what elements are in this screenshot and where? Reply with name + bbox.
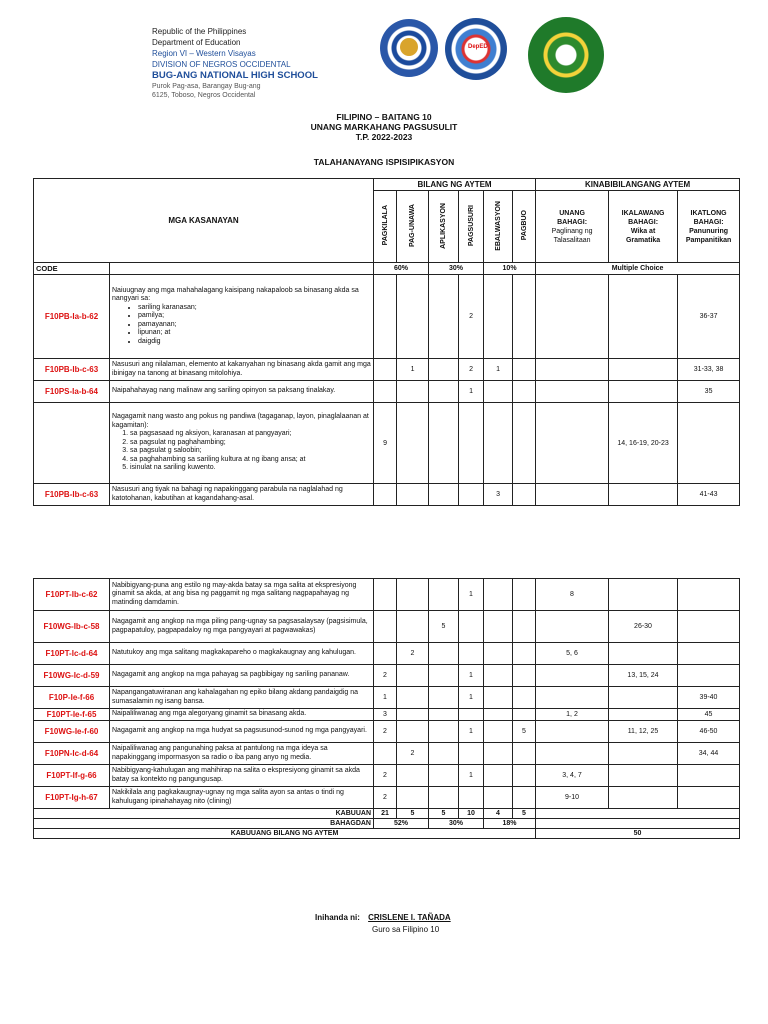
item-numbers: 36-37 xyxy=(678,275,740,359)
item-numbers: 45 xyxy=(678,709,740,721)
item-numbers: 34, 44 xyxy=(678,743,740,765)
skill-description: Nasusuri ang nilalaman, elemento at kakanyahan ng binasang akda gamit ang mga ibinigay na tanong at binasang mitolohiya. xyxy=(110,359,374,381)
skill-code: F10PT-Ig-h-67 xyxy=(34,787,110,809)
table-row xyxy=(34,611,740,643)
count-cell: 9 xyxy=(374,403,397,484)
count-cell: 3 xyxy=(484,484,513,506)
count-cell: 1 xyxy=(459,381,484,403)
count-cell xyxy=(484,611,513,643)
division-seal-logo: DepED xyxy=(445,18,507,80)
item-numbers: 3, 4, 7 xyxy=(536,765,609,787)
skill-description: Nabibigyang-puna ang estilo ng may-akda batay sa mga salita at ekspresiyong ginamit sa akda, at ang bisa ng paggamit ng mga salitang nagpapahayag ng matinding damdamin. xyxy=(110,579,374,611)
table-row xyxy=(34,709,740,721)
skill-code: F10PT-Ie-f-65 xyxy=(34,709,110,721)
percent-cell: 30% xyxy=(429,819,484,829)
count-cell xyxy=(513,579,536,611)
table-row xyxy=(34,484,740,506)
skill-description: Napangangatuwiranan ang kahalagahan ng epiko bilang akdang pandaigdig na sumasalamin ng isang bansa. xyxy=(110,687,374,709)
count-cell: 2 xyxy=(397,643,429,665)
skill-description: Naipaliliwanag ang mga alegoryang ginamit sa binasang akda. xyxy=(110,709,374,721)
table-title: TALAHANAYANG ISPISIPIKASYON xyxy=(313,157,455,167)
item-numbers xyxy=(609,765,678,787)
deped-text: Department of Education xyxy=(152,38,241,47)
skill-code: F10PT-Ib-c-62 xyxy=(34,579,110,611)
table-row xyxy=(34,275,740,359)
count-cell xyxy=(513,643,536,665)
item-numbers xyxy=(678,665,740,687)
count-cell xyxy=(484,721,513,743)
col-aplikasyon: APLIKASYON xyxy=(429,191,459,263)
count-cell: 1 xyxy=(459,721,484,743)
col-pagsusuri: PAGSUSURI xyxy=(459,191,484,263)
count-cell xyxy=(459,787,484,809)
prepared-label: Inihanda ni: xyxy=(315,913,360,922)
count-cell xyxy=(374,611,397,643)
count-cell xyxy=(484,743,513,765)
skill-code: F10WG-Ic-d-59 xyxy=(34,665,110,687)
item-numbers xyxy=(609,709,678,721)
count-cell xyxy=(484,665,513,687)
item-numbers: 26-30 xyxy=(609,611,678,643)
kabuuan-label: KABUUAN xyxy=(34,809,374,819)
count-cell xyxy=(513,665,536,687)
count-cell xyxy=(459,643,484,665)
republic-text: Republic of the Philippines xyxy=(152,27,247,36)
item-numbers xyxy=(678,765,740,787)
item-numbers: 41-43 xyxy=(678,484,740,506)
count-cell xyxy=(374,743,397,765)
address-line-2: 6125, Toboso, Negros Occidental xyxy=(152,92,256,99)
table-row xyxy=(34,381,740,403)
skill-code: F10PT-Ic-d-64 xyxy=(34,643,110,665)
count-cell xyxy=(459,611,484,643)
grand-total-row xyxy=(34,829,740,839)
skill-code: F10PS-Ia-b-64 xyxy=(34,381,110,403)
count-cell: 2 xyxy=(459,359,484,381)
deped-seal-logo xyxy=(380,19,438,77)
count-cell xyxy=(429,687,459,709)
col-pagbuo: PAGBUO xyxy=(513,191,536,263)
pct-60: 60% xyxy=(374,263,429,275)
count-cell xyxy=(429,709,459,721)
skill-description: Nasusuri ang tiyak na bahagi ng napakinggang parabula na naglalahad ng katotohanan, kabutihan at kagandahang-asal. xyxy=(110,484,374,506)
skill-description: Naiuugnay ang mga mahahalagang kaisipang nakapaloob sa binasang akda sa nangyari sa: • sariling karanasan; • pamilya; • pamayanan; • lipunan; at • daigdig xyxy=(110,275,374,359)
item-numbers: 11, 12, 25 xyxy=(609,721,678,743)
address-line-1: Purok Pag-asa, Barangay Bug-ang xyxy=(152,83,261,90)
item-numbers xyxy=(536,665,609,687)
spec-table-1 xyxy=(33,178,740,506)
school-year: T.P. 2022-2023 xyxy=(355,132,413,142)
item-numbers: 13, 15, 24 xyxy=(609,665,678,687)
school-name: BUG-ANG NATIONAL HIGH SCHOOL xyxy=(152,70,318,81)
count-cell: 1 xyxy=(374,687,397,709)
count-cell xyxy=(397,709,429,721)
prepared-by xyxy=(315,913,451,922)
count-cell xyxy=(397,579,429,611)
exam-title: UNANG MARKAHANG PAGSUSULIT xyxy=(310,122,458,132)
table-row xyxy=(34,787,740,809)
count-cell: 1 xyxy=(484,359,513,381)
count-cell xyxy=(484,787,513,809)
total-cell: 21 xyxy=(374,809,397,819)
item-numbers xyxy=(609,743,678,765)
col-ikalawang-bahagi: IKALAWANG BAHAGI: Wika at Gramatika xyxy=(609,191,678,263)
total-cell: 5 xyxy=(429,809,459,819)
count-cell xyxy=(484,643,513,665)
count-cell: 2 xyxy=(374,765,397,787)
count-cell xyxy=(429,743,459,765)
item-placement-header: KINABIBILANGANG AYTEM xyxy=(536,179,740,191)
skill-description: Nagagamit ang angkop na mga piling pang-ugnay sa pagsasalaysay (pagsisimula, pagpapatuloy, pagpapadaloy ng mga pangyayari at pagwawakas) xyxy=(110,611,374,643)
letterhead xyxy=(152,26,318,100)
item-numbers xyxy=(678,643,740,665)
count-cell xyxy=(397,765,429,787)
count-cell xyxy=(397,687,429,709)
skill-code: F10WG-Ie-f-60 xyxy=(34,721,110,743)
count-cell xyxy=(429,579,459,611)
skill-description: Nabibigyang-kahulugan ang mahihirap na salita o ekspresiyong ginamit sa akda batay sa kontekto ng pangungusap. xyxy=(110,765,374,787)
percent-cell: 52% xyxy=(374,819,429,829)
skill-description: Nagagamit nang wasto ang pokus ng pandiwa (tagaganap, layon, pinaglalaanan at kagamitan): 1. sa pagsasaad ng aksiyon, karanasan at pangyayari; 2. sa pagsulat ng paghahambing; 3. sa pagsulat g saloobin; 4. sa paghahambing sa sariling kultura at ng ibang ansa; at 5. isinulat na sariling kuwento. xyxy=(110,403,374,484)
count-cell: 3 xyxy=(374,709,397,721)
count-cell xyxy=(374,579,397,611)
item-numbers: 46-50 xyxy=(678,721,740,743)
skill-description: Naipahahayag nang malinaw ang sariling opinyon sa paksang tinalakay. xyxy=(110,381,374,403)
table-row xyxy=(34,743,740,765)
item-numbers xyxy=(678,787,740,809)
count-cell xyxy=(484,709,513,721)
skill-code: F10WG-Ib-c-58 xyxy=(34,611,110,643)
table-row xyxy=(34,359,740,381)
total-cell: 5 xyxy=(513,809,536,819)
total-items-label: KABUUANG BILANG NG AYTEM xyxy=(34,829,536,839)
item-numbers: 8 xyxy=(536,579,609,611)
document-titles xyxy=(0,112,768,142)
count-cell xyxy=(513,765,536,787)
table-row xyxy=(34,687,740,709)
pct-10: 10% xyxy=(484,263,536,275)
count-cell: 1 xyxy=(459,765,484,787)
count-cell: 5 xyxy=(513,721,536,743)
count-cell xyxy=(397,787,429,809)
count-cell xyxy=(484,579,513,611)
total-cell: 5 xyxy=(397,809,429,819)
count-cell xyxy=(397,721,429,743)
item-numbers: 1, 2 xyxy=(536,709,609,721)
school-seal-logo xyxy=(528,17,604,93)
count-cell xyxy=(397,665,429,687)
bahagdan-label: BAHAGDAN xyxy=(34,819,374,829)
skill-description: Nagagamit ang angkop na mga hudyat sa pagsusunod-sunod ng mga pangyayari. xyxy=(110,721,374,743)
count-cell: 1 xyxy=(459,687,484,709)
skill-code: F10PB-Ia-b-62 xyxy=(34,275,110,359)
item-numbers: 5, 6 xyxy=(536,643,609,665)
item-numbers xyxy=(609,687,678,709)
skill-code: F10P-Ie-f-66 xyxy=(34,687,110,709)
region-text: Region VI – Western Visayas xyxy=(152,49,256,58)
item-numbers xyxy=(609,787,678,809)
item-numbers xyxy=(678,579,740,611)
division-text: DIVISION OF NEGROS OCCIDENTAL xyxy=(152,60,291,69)
skill-description: Nagagamit ang angkop na mga pahayag sa pagbibigay ng sariling pananaw. xyxy=(110,665,374,687)
total-cell: 4 xyxy=(484,809,513,819)
table-row xyxy=(34,665,740,687)
count-cell xyxy=(484,765,513,787)
col-pagkilala: PAGKILALA xyxy=(374,191,397,263)
count-cell: 2 xyxy=(459,275,484,359)
item-numbers: 31-33, 38 xyxy=(678,359,740,381)
count-cell xyxy=(513,743,536,765)
table-row xyxy=(34,765,740,787)
count-cell xyxy=(513,687,536,709)
spec-table-2 xyxy=(33,578,740,839)
skill-code: F10PB-Ib-c-63 xyxy=(34,359,110,381)
percent-cell: 18% xyxy=(484,819,536,829)
percentage-row xyxy=(34,819,740,829)
table-row xyxy=(34,721,740,743)
skill-code: F10PN-Ic-d-64 xyxy=(34,743,110,765)
item-numbers xyxy=(609,643,678,665)
item-numbers xyxy=(609,579,678,611)
count-cell: 1 xyxy=(459,665,484,687)
item-numbers: 14, 16-19, 20-23 xyxy=(609,403,678,484)
item-numbers xyxy=(536,687,609,709)
count-cell: 2 xyxy=(374,787,397,809)
count-cell: 1 xyxy=(397,359,429,381)
skills-header: MGA KASANAYAN xyxy=(34,179,374,263)
col-unang-bahagi: UNANG BAHAGI: Paglinang ng Talasalitaan xyxy=(536,191,609,263)
count-cell: 2 xyxy=(374,721,397,743)
item-numbers: 9-10 xyxy=(536,787,609,809)
count-cell xyxy=(397,611,429,643)
count-cell: 2 xyxy=(397,743,429,765)
count-cell xyxy=(459,743,484,765)
table-row xyxy=(34,643,740,665)
table-row xyxy=(34,403,740,484)
item-numbers xyxy=(678,611,740,643)
pct-30: 30% xyxy=(429,263,484,275)
count-cell xyxy=(513,787,536,809)
item-numbers xyxy=(536,721,609,743)
col-ebalwasyon: EBALWASYON xyxy=(484,191,513,263)
total-items-value: 50 xyxy=(536,829,740,839)
count-cell xyxy=(513,709,536,721)
count-cell xyxy=(484,687,513,709)
count-cell xyxy=(429,787,459,809)
subject-title: FILIPINO – BAITANG 10 xyxy=(336,112,432,122)
count-cell: 2 xyxy=(374,665,397,687)
skill-description: Nakikilala ang pagkakaugnay-ugnay ng mga salita ayon sa antas o tindi ng kahulugang ipinahahayag nito (clining) xyxy=(110,787,374,809)
item-numbers xyxy=(536,743,609,765)
totals-row xyxy=(34,809,740,819)
skill-code xyxy=(34,403,110,484)
count-cell xyxy=(429,643,459,665)
item-numbers: 39-40 xyxy=(678,687,740,709)
table-row xyxy=(34,579,740,611)
skill-code: F10PT-If-g-66 xyxy=(34,765,110,787)
preparer-position: Guro sa Filipino 10 xyxy=(372,925,440,934)
skill-code: F10PB-Ib-c-63 xyxy=(34,484,110,506)
item-numbers: 35 xyxy=(678,381,740,403)
multiple-choice-label: Multiple Choice xyxy=(536,263,740,275)
item-numbers xyxy=(536,611,609,643)
count-cell: 5 xyxy=(429,611,459,643)
col-ikatlong-bahagi: IKATLONG BAHAGI: Panunuring Pampanitikan xyxy=(678,191,740,263)
count-cell xyxy=(429,721,459,743)
count-cell: 1 xyxy=(459,579,484,611)
skill-description: Naipaliliwanag ang pangunahing paksa at pantulong na mga ideya sa napakinggang impormasyon sa radio o iba pang anyo ng media. xyxy=(110,743,374,765)
count-cell xyxy=(374,643,397,665)
preparer-name: CRISLENE I. TAÑADA xyxy=(368,913,451,922)
total-cell: 10 xyxy=(459,809,484,819)
col-pag-unawa: PAG-UNAWA xyxy=(397,191,429,263)
code-header: CODE xyxy=(34,263,110,275)
count-cell xyxy=(429,765,459,787)
count-cell xyxy=(513,611,536,643)
count-cell xyxy=(459,709,484,721)
skill-description: Natutukoy ang mga salitang magkakapareho o magkakaugnay ang kahulugan. xyxy=(110,643,374,665)
items-count-header: BILANG NG AYTEM xyxy=(374,179,536,191)
count-cell xyxy=(429,665,459,687)
